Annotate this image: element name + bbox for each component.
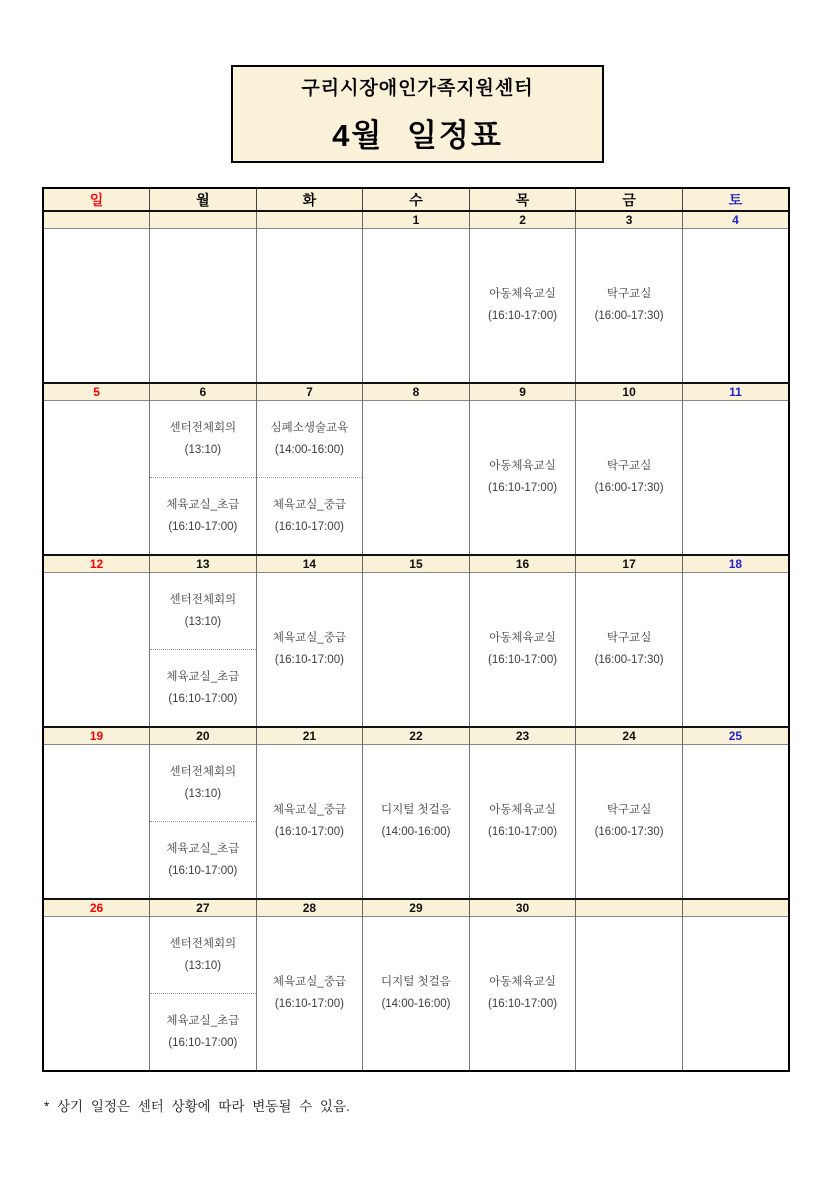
date-cell: 7: [256, 383, 363, 401]
date-cell: 22: [363, 727, 470, 745]
day-cell: [150, 401, 257, 556]
event-block: [470, 401, 576, 554]
weekday-header-cell-토: 토: [682, 188, 789, 211]
day-cell-content: [150, 401, 256, 554]
day-cell-content: [363, 401, 469, 554]
day-cell-content: [257, 229, 363, 382]
weekday-header-row: [43, 188, 789, 211]
event-block: [470, 229, 576, 382]
event-title: 체육교실_초급: [166, 842, 240, 855]
day-cell: [363, 573, 470, 728]
event-block: [576, 745, 682, 898]
event-title: 디지털 첫걸음: [381, 804, 451, 817]
event-block: [576, 229, 682, 382]
weekday-header-cell-금: 금: [576, 188, 683, 211]
weekday-header-cell-수: 수: [363, 188, 470, 211]
event-time: (16:10-17:00): [274, 826, 344, 838]
date-cell: 12: [43, 555, 150, 573]
date-cell: 17: [576, 555, 683, 573]
date-cell: [43, 211, 150, 229]
day-cell-content: [44, 917, 149, 1070]
day-cell: [43, 917, 150, 1072]
center-name: 구리시장애인가족지원센터: [301, 78, 534, 99]
event-title: 센터전체회의: [169, 765, 237, 778]
event-time: (16:10-17:00): [488, 654, 558, 666]
date-cell: 19: [43, 727, 150, 745]
date-cell: [682, 899, 789, 917]
day-cell: [150, 917, 257, 1072]
day-cell: [363, 401, 470, 556]
date-cell: 20: [150, 727, 257, 745]
date-row-week-3: [43, 555, 789, 573]
day-cell-content: [683, 401, 788, 554]
event-time: (16:00-17:30): [594, 654, 664, 666]
day-cell: [150, 745, 257, 900]
events-row-week-3: [43, 573, 789, 728]
day-cell-content: [44, 745, 149, 898]
event-title: 체육교실_초급: [166, 498, 240, 511]
event-time: (13:10): [184, 959, 222, 972]
weekday-header-cell-목: 목: [469, 188, 576, 211]
day-cell-content: [363, 573, 469, 726]
day-cell: [363, 917, 470, 1072]
events-row-week-5: [43, 917, 789, 1072]
day-cell: [682, 745, 789, 900]
event-title: 체육교실_중급: [272, 498, 346, 511]
event-block: [363, 917, 469, 1070]
day-cell-content: [683, 573, 788, 726]
event-time: (16:10-17:00): [168, 864, 238, 877]
day-cell: [43, 401, 150, 556]
day-cell: [576, 573, 683, 728]
event-title: 아동체육교실: [489, 804, 556, 817]
day-cell-content: [257, 917, 363, 1070]
day-cell: [150, 229, 257, 384]
event-title: 체육교실_중급: [272, 804, 346, 817]
date-cell: [150, 211, 257, 229]
event-title: 디지털 첫걸음: [381, 976, 451, 989]
day-cell-content: [576, 573, 682, 726]
events-row-week-1: [43, 229, 789, 384]
day-cell: [43, 573, 150, 728]
date-row-week-2: [43, 383, 789, 401]
day-cell: [43, 745, 150, 900]
day-cell: [256, 745, 363, 900]
day-cell-content: [150, 573, 256, 726]
event-time: (13:10): [184, 615, 222, 628]
day-cell-content: [363, 745, 469, 898]
date-cell: 18: [682, 555, 789, 573]
schedule-change-note: * 상기 일정은 센터 상황에 따라 변동될 수 있음.: [44, 1099, 350, 1114]
day-cell-content: [44, 229, 149, 382]
date-cell: [256, 211, 363, 229]
event-time: (16:00-17:30): [594, 482, 664, 494]
day-cell-content: [470, 745, 576, 898]
day-cell-content: [683, 745, 788, 898]
day-cell-content: [576, 745, 682, 898]
date-cell: 16: [469, 555, 576, 573]
day-cell: [256, 917, 363, 1072]
day-cell-content: [470, 401, 576, 554]
date-cell: 13: [150, 555, 257, 573]
date-row-week-5: [43, 899, 789, 917]
weekday-header-cell-월: 월: [150, 188, 257, 211]
event-block: [257, 745, 363, 898]
day-cell-content: [44, 573, 149, 726]
event-time: (16:10-17:00): [488, 310, 558, 322]
event-time: (14:00-16:00): [274, 443, 344, 456]
title-box: [231, 65, 604, 163]
weekday-header-cell-화: 화: [256, 188, 363, 211]
event-time: (16:10-17:00): [168, 1036, 238, 1049]
day-cell-content: [257, 401, 363, 554]
date-cell: 1: [363, 211, 470, 229]
date-cell: 4: [682, 211, 789, 229]
event-time: (13:10): [184, 787, 222, 800]
event-time: (16:10-17:00): [168, 520, 238, 533]
date-cell: 23: [469, 727, 576, 745]
event-block: [150, 573, 256, 649]
event-title: 센터전체회의: [169, 937, 237, 950]
date-cell: 28: [256, 899, 363, 917]
day-cell: [43, 229, 150, 384]
date-cell: 8: [363, 383, 470, 401]
day-cell-content: [44, 401, 149, 554]
day-cell: [256, 229, 363, 384]
event-block: [470, 573, 576, 726]
event-time: (13:10): [184, 443, 222, 456]
date-cell: 6: [150, 383, 257, 401]
weekday-header-cell-일: 일: [43, 188, 150, 211]
day-cell: [469, 401, 576, 556]
date-cell: 2: [469, 211, 576, 229]
day-cell: [682, 401, 789, 556]
date-cell: 10: [576, 383, 683, 401]
event-block: [150, 993, 256, 1070]
april-calendar-table: [42, 187, 790, 1072]
date-cell: 26: [43, 899, 150, 917]
event-time: (16:10-17:00): [274, 998, 344, 1010]
event-title: 심폐소생술교육: [270, 421, 349, 434]
date-cell: 14: [256, 555, 363, 573]
day-cell-content: [470, 229, 576, 382]
event-time: (16:10-17:00): [168, 692, 238, 705]
day-cell: [682, 917, 789, 1072]
day-cell-content: [576, 229, 682, 382]
day-cell-content: [150, 917, 256, 1070]
event-block: [150, 477, 256, 554]
date-row-week-1: [43, 211, 789, 229]
event-time: (16:10-17:00): [274, 654, 344, 666]
event-title: 체육교실_중급: [272, 976, 346, 989]
event-title: 센터전체회의: [169, 421, 237, 434]
event-title: 아동체육교실: [489, 288, 556, 301]
event-block: [257, 917, 363, 1070]
day-cell-content: [363, 917, 469, 1070]
event-block: [470, 745, 576, 898]
date-cell: 11: [682, 383, 789, 401]
date-cell: 15: [363, 555, 470, 573]
date-cell: 25: [682, 727, 789, 745]
event-block: [150, 401, 256, 477]
day-cell: [150, 573, 257, 728]
day-cell-content: [576, 401, 682, 554]
event-block: [257, 401, 363, 477]
event-time: (14:00-16:00): [381, 998, 451, 1010]
day-cell-content: [683, 917, 788, 1070]
date-cell: 5: [43, 383, 150, 401]
day-cell-content: [470, 573, 576, 726]
event-title: 탁구교실: [606, 804, 652, 817]
event-title: 체육교실_초급: [166, 670, 240, 683]
day-cell: [469, 917, 576, 1072]
event-block: [470, 917, 576, 1070]
day-cell: [576, 229, 683, 384]
event-time: (16:10-17:00): [488, 998, 558, 1010]
event-title: 탁구교실: [606, 632, 652, 645]
day-cell: [363, 229, 470, 384]
event-title: 센터전체회의: [169, 593, 237, 606]
event-block: [150, 821, 256, 898]
event-block: [257, 573, 363, 726]
day-cell: [256, 573, 363, 728]
event-title: 탁구교실: [606, 288, 652, 301]
event-block: [150, 917, 256, 993]
date-cell: [576, 899, 683, 917]
date-cell: 29: [363, 899, 470, 917]
day-cell: [256, 401, 363, 556]
events-row-week-2: [43, 401, 789, 556]
event-time: (16:00-17:30): [594, 310, 664, 322]
day-cell-content: [150, 229, 256, 382]
day-cell: [576, 401, 683, 556]
page-title: 4월 일정표: [332, 118, 503, 153]
day-cell: [576, 917, 683, 1072]
event-time: (16:00-17:30): [594, 826, 664, 838]
day-cell: [469, 573, 576, 728]
event-title: 아동체육교실: [489, 976, 556, 989]
event-time: (16:10-17:00): [488, 482, 558, 494]
event-block: [576, 573, 682, 726]
event-title: 체육교실_중급: [272, 632, 346, 645]
day-cell: [469, 229, 576, 384]
day-cell-content: [257, 745, 363, 898]
event-title: 아동체육교실: [489, 460, 556, 473]
date-cell: 24: [576, 727, 683, 745]
event-title: 아동체육교실: [489, 632, 556, 645]
date-cell: 9: [469, 383, 576, 401]
day-cell: [682, 573, 789, 728]
day-cell-content: [470, 917, 576, 1070]
event-block: [150, 649, 256, 726]
day-cell: [682, 229, 789, 384]
date-cell: 21: [256, 727, 363, 745]
day-cell-content: [363, 229, 469, 382]
events-row-week-4: [43, 745, 789, 900]
date-cell: 30: [469, 899, 576, 917]
event-block: [257, 477, 363, 554]
day-cell-content: [683, 229, 788, 382]
event-time: (16:10-17:00): [274, 520, 344, 533]
event-block: [576, 401, 682, 554]
event-block: [363, 745, 469, 898]
event-time: (16:10-17:00): [488, 826, 558, 838]
event-title: 탁구교실: [606, 460, 652, 473]
day-cell: [469, 745, 576, 900]
day-cell-content: [257, 573, 363, 726]
day-cell: [363, 745, 470, 900]
event-time: (14:00-16:00): [381, 826, 451, 838]
date-cell: 3: [576, 211, 683, 229]
event-title: 체육교실_초급: [166, 1014, 240, 1027]
date-cell: 27: [150, 899, 257, 917]
date-row-week-4: [43, 727, 789, 745]
day-cell-content: [150, 745, 256, 898]
event-block: [150, 745, 256, 821]
day-cell: [576, 745, 683, 900]
day-cell-content: [576, 917, 682, 1070]
